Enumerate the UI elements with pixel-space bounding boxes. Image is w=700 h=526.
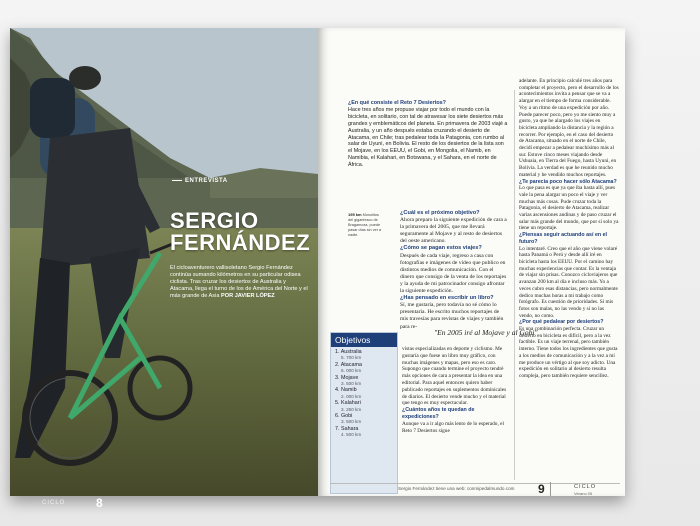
question-7: ¿Por qué pedalear por desiertos? (519, 319, 604, 326)
question-3: ¿Cómo se pagan estos viajes? (400, 245, 482, 252)
question-2: ¿Cuál es el próximo objetivo? (400, 210, 480, 216)
list-item: 7. Sahara 4. 500 km (335, 425, 362, 438)
list-item: 2. Atacama 6. 000 km (335, 361, 362, 374)
column-2-continued: vistas especializadas en deporte y ciclismo. Me gustaría que fuese un libro muy gráfico, con muchas imágenes y mapas, pero eso es caro. Supongo que cuando termine el proyecto tendré más opciones de cara a presentar la idea en una editorial. Para aquel entonces quiero haber publicado reportajes en suplementos dominicales de diarios. El desierto vende mucho y el material que tengo es muy espectacular. (402, 346, 507, 407)
question-1: ¿En qué consiste el Reto 7 Desiertos? (348, 100, 446, 106)
byline: POR JAVIER LÓPEZ (221, 293, 275, 299)
objetivos-list (331, 347, 397, 441)
photo-caption: 195 km Monolitos del gigantesco de Bragamoza, puede pasar días sin ver a nadie. (348, 212, 382, 237)
question-6: ¿Piensas seguir actuando así en el futuro? (519, 232, 608, 245)
title-line-2: FERNÁNDEZ (170, 230, 311, 255)
left-page-photo (10, 28, 318, 510)
list-item: 4. Namib 2. 000 km (335, 387, 362, 399)
list-item: 5. Kalahari 3. 250 km (335, 400, 362, 412)
answer-5: Lo que pasa es que ya que iba hasta allí, pues vale la pena alargar un poco el viaje y ver muchas más cosas. Pude cruzar toda la Patagonia, el desierto de Atacama, realizar varias ascensiones andinas y de paso cruzar el salar más grande del mundo, que por sí solo ya tiene un reportaje. (519, 185, 619, 232)
question-5: ¿Te parecía poco hacer sólo Atacama? (519, 178, 617, 185)
list-item: 1. Australia 5. 700 km (335, 349, 362, 361)
question-4: ¿Has pensado en escribir un libro? (400, 295, 494, 302)
list-item: 6. Gobi 3. 500 km (335, 413, 362, 425)
right-footer-issue: Verano 05 (574, 491, 593, 496)
answer-7: Es una combinación perfecta. Cruzar un desierto en bicicleta es difícil, pero a la vez factible. Es un viaje terrenal, pero también interno. Tiene todos los ingredientes que gusta a los medios de comunicación y a la vez a mí me produce un vértigo al que soy adicto. Una expedición en solitario al desierto resulta compleja, pero también requiere sencillez. (519, 326, 618, 379)
question-8: ¿Cuántos años te quedan de expediciones? (402, 407, 475, 420)
answer-4: Sí, me gustaría, pero todavía no sé cómo lo presentaría. He escrito muchos reportajes de mis travesías para revistas de viajes y también para re- (400, 302, 504, 330)
footer-divider (550, 482, 551, 496)
column-2 (400, 210, 508, 331)
right-footer-brand: CICLO (574, 484, 597, 490)
objetivos-box (330, 332, 398, 494)
pull-quote: "En 2005 iré al Mojave y al Gobi" (434, 328, 538, 337)
title-line-1: SERGIO (170, 208, 259, 233)
answer-3: Después de cada viaje, regreso a casa con fotografías e imágenes de vídeo que publico en distintos medios de comunicación. Con el dinero que consigo de la venta de los reportajes y la ayuda de mi patrocinador consigo afrontar la siguiente expedición. (400, 252, 507, 295)
objetivos-title: Objetivos (331, 333, 397, 347)
article-title (170, 210, 320, 254)
column-divider (514, 90, 515, 480)
footer-website-note: Sergio Fernández tiene una web: conmipedalmundo.com (398, 486, 515, 491)
answer-1: Hace tres años me propuse viajar por todo el mundo con la bicicleta, en solitario, con tal de atravesar los siete desiertos más grandes y emblemáticos del planeta. En primavera de 2003 viajé a Australia, y un año después estaba cruzando el desierto de Atacama, en Chile; tras pedalear toda la Patagonia, con rumbo al salar de Uyuni, en Bolivia. El resto de los desiertos de la lista son el Mojave, en los EEUU, el Gobi, en Mongolia, el Namib, en Namibia, el Kalahari, en Botswana, y el Sahara, en el norte de África. (348, 106, 508, 169)
intro-answer-block (348, 100, 508, 169)
answer-2: Ahora preparo la siguiente expedición de cara a la primavera del 2005, que me llevará seguramente al Mojave y al resto de desiertos del oeste americano. (400, 217, 507, 245)
section-tag: ENTREVISTA (172, 178, 228, 184)
column-2-bottom (402, 346, 510, 434)
list-item: 3. Mojave 3. 500 km (335, 374, 362, 387)
left-footer-brand: CICLO (42, 500, 66, 506)
magazine-spread (10, 28, 625, 510)
answer-8: Aunque va a ir algo más lento de lo esperado, el Reto 7 Desiertos sigue (402, 420, 504, 434)
answer-6: Lo intentaré. Creo que el año que viene volaré hasta Panamá o Perú y desde allí iré en bicicleta hasta los EEUU. Por el camino hay muchas experiencias que contar. Es la ventaja de viajar sin prisas. Conozco cicloviajeros que avanzan 200 km al día e incluso más. Yo a veces cubro esas distancias, pero normalmente dedico muchas horas a mi trabajo como fotógrafo. Es cuestión de prioridades. Si mis fotos son malas, no las vendo y si no las vendo, no como. (519, 245, 618, 319)
right-page-text (318, 28, 625, 496)
column-3-continued: adelante. En principio calculé tres años para completar el proyecto, pero el desarrollo de los acontecimientos invita a pensar que se va a alargar en el tiempo de forma considerable. Voy a un ritmo de una expedición por año. Puede parecer poco, pero yo me siento muy a gusto, ya que he alargado los viajes en bicicleta ampliando la distancia y la región a recorrer. Por ejemplo, en el caso del desierto de Atacama, situado en el norte de Chile, decidí empezar a pedalear muchísimo más al sur. Estuve cinco meses viajando desde Ushuaia, en Tierra del Fuego, hasta Uyuni, en Bolivia. La verdad es que he reunido mucho material y he vendido muchos reportajes. (519, 78, 619, 178)
article-intro: El cicloaventurero vallisoletano Sergio Fernández continúa sumando kilómetros en su particular odisea ciclista. Tras cruzar los desiertos de Australia y Atacama, llega el turno de los de América del Norte y el más grande de Asia POR JAVIER LÓPEZ (170, 265, 308, 299)
left-page-number: 8 (96, 496, 103, 510)
right-page-number: 9 (538, 482, 545, 496)
